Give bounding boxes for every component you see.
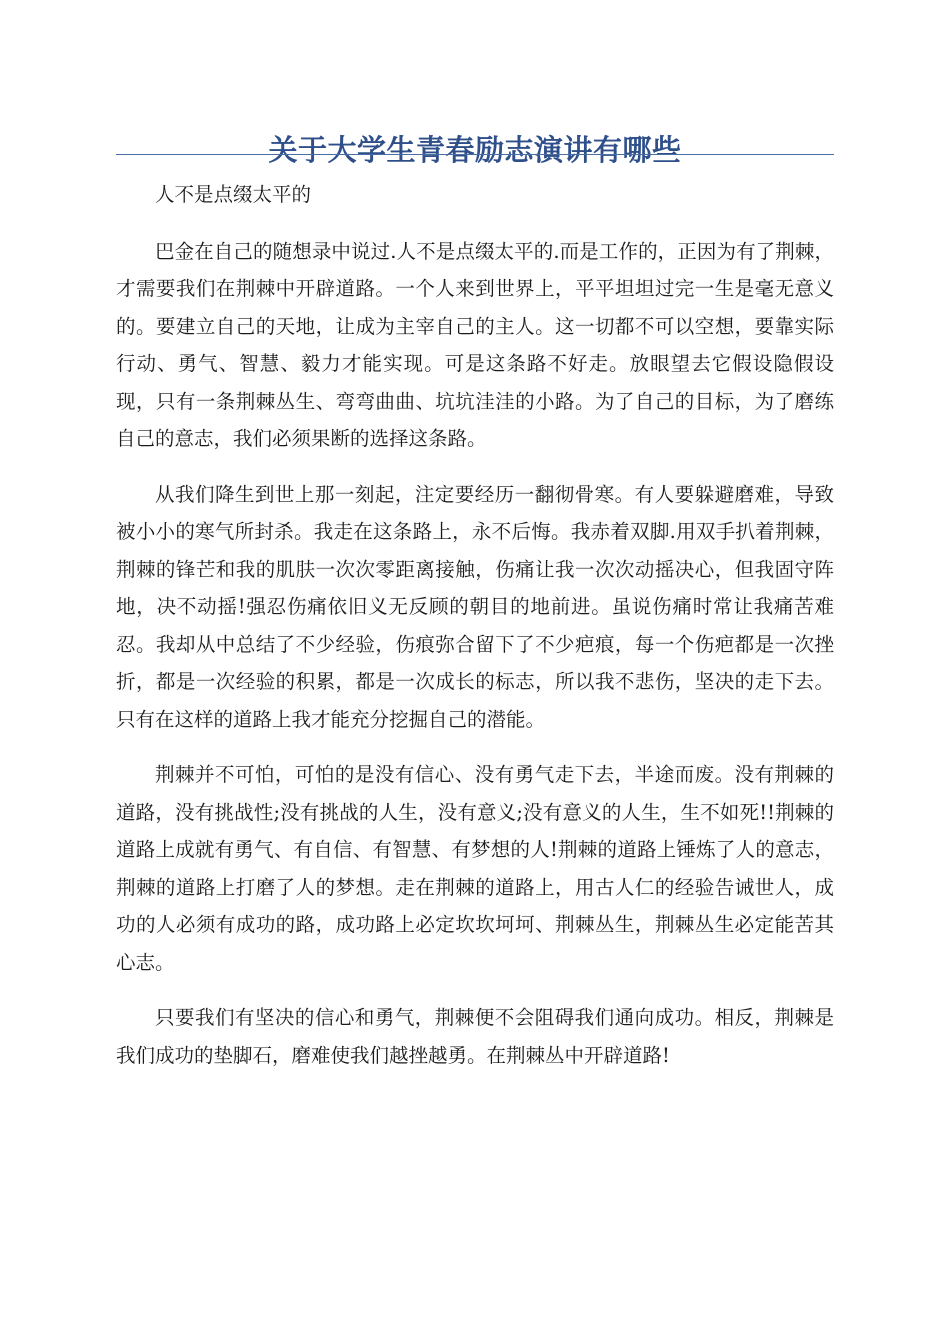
body-paragraph: 只要我们有坚决的信心和勇气，荆棘便不会阻碍我们通向成功。相反，荆棘是我们成功的垫脚石，磨难使我们越挫越勇。在荆棘丛中开辟道路! <box>116 1006 834 1067</box>
body-paragraph: 巴金在自己的随想录中说过.人不是点缀太平的.而是工作的，正因为有了荆棘，才需要我们在荆棘中开辟道路。一个人来到世界上，平平坦坦过完一生是毫无意义的。要建立自己的天地，让成为主宰自己的主人。这一切都不可以空想，要靠实际行动、勇气、智慧、毅力才能实现。可是这条路不好走。放眼望去它假设隐假设现，只有一条荆棘丛生、弯弯曲曲、坑坑洼洼的小路。为了自己的目标，为了磨练自己的意志，我们必须果断的选择这条路。 <box>116 239 834 450</box>
body-paragraph: 从我们降生到世上那一刻起，注定要经历一翻彻骨寒。有人要躲避磨难，导致被小小的寒气所封杀。我走在这条路上，永不后悔。我赤着双脚.用双手扒着荆棘，荆棘的锋芒和我的肌肤一次次零距离接触，伤痛让我一次次动摇决心，但我固守阵地，决不动摇!强忍伤痛依旧义无反顾的朝目的地前进。虽说伤痛时常让我痛苦难忍。我却从中总结了不少经验，伤痕弥合留下了不少疤痕，每一个伤疤都是一次挫折，都是一次经验的积累，都是一次成长的标志，所以我不悲伤，坚决的走下去。只有在这样的道路上我才能充分挖掘自己的潜能。 <box>116 482 834 731</box>
title-underline <box>116 154 834 155</box>
document-title: 关于大学生青春励志演讲有哪些 <box>268 133 682 168</box>
body-paragraph: 荆棘并不可怕，可怕的是没有信心、没有勇气走下去，半途而废。没有荆棘的道路，没有挑战性;没有挑战的人生，没有意义;没有意义的人生，生不如死!!荆棘的道路上成就有勇气、有自信、有智慧、有梦想的人!荆棘的道路上锤炼了人的意志，荆棘的道路上打磨了人的梦想。走在荆棘的道路上，用古人仁的经验告诫世人，成功的人必须有成功的路，成功路上必定坎坎坷坷、荆棘丛生，荆棘丛生必定能苦其心志。 <box>116 763 834 974</box>
document-body <box>116 176 834 1092</box>
section-subheading: 人不是点缀太平的 <box>155 183 312 206</box>
